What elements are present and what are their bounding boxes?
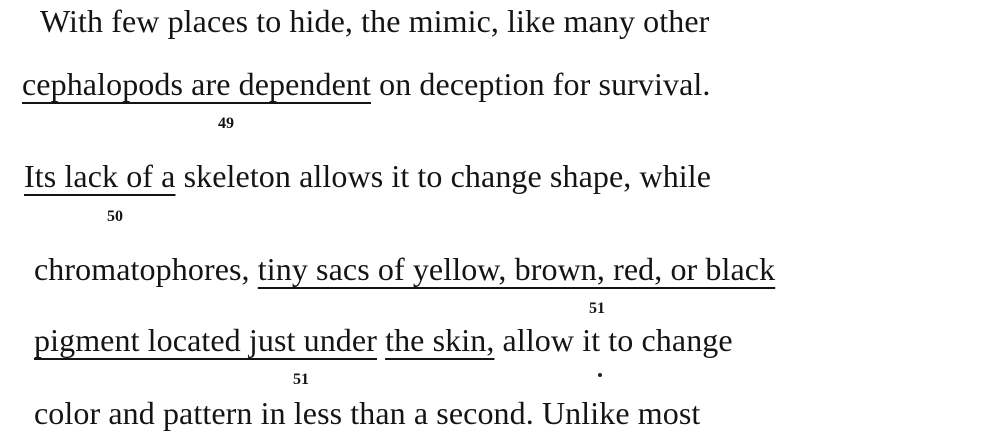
underlined-segment-51b-part-1[interactable]: pigment located just under (34, 322, 377, 358)
line-6-text: color and pattern in less than a second. Unlike most (34, 395, 701, 431)
passage-line-3 (24, 157, 711, 195)
passage-line-6 (34, 394, 700, 432)
underlined-segment-49[interactable]: cephalopods are dependent (22, 66, 372, 102)
underlined-segment-50[interactable]: Its lack of a (24, 158, 176, 194)
stray-dot-mark (598, 373, 602, 377)
passage-line-4 (34, 250, 775, 288)
line-2-text: on deception for survival. (371, 66, 711, 102)
line-3-text: skeleton allows it to change shape, while (175, 158, 712, 194)
underlined-segment-51a[interactable]: tiny sacs of yellow, brown, red, or black (257, 251, 776, 287)
question-marker-51b: 51 (293, 371, 309, 388)
underlined-segment-51b-part-2[interactable]: the skin, (385, 322, 495, 358)
question-marker-51a: 51 (589, 300, 605, 317)
line-4-text: chromatophores, (34, 251, 258, 287)
line-5-space (377, 322, 385, 358)
passage-line-1 (40, 2, 709, 40)
passage-line-2 (22, 65, 711, 103)
line-1-text: With few places to hide, the mimic, like many other (40, 3, 710, 39)
question-marker-49: 49 (218, 115, 234, 132)
passage-line-5 (34, 321, 733, 359)
line-5-text: allow it to change (494, 322, 733, 358)
question-marker-50: 50 (107, 208, 123, 225)
